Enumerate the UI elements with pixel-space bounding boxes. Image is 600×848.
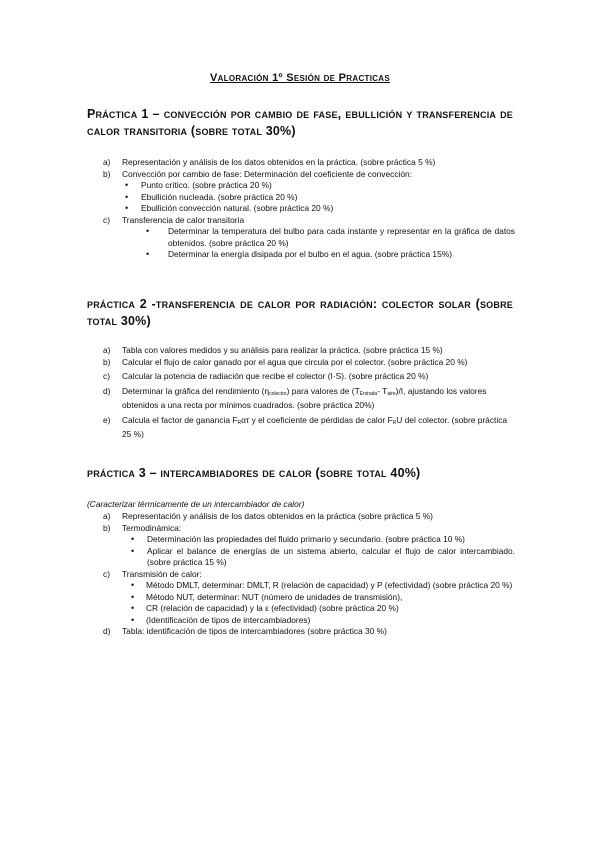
list-marker: e) xyxy=(103,414,111,425)
bullet-item: • Determinación las propiedades del fluido primario y secundario. (sobre práctica 10 %) xyxy=(119,534,515,546)
item-text: Tabla: identificación de tipos de intercambiadores (sobre práctica 30 %) xyxy=(122,626,387,636)
bullet-item: • Método NUT, determinar: NUT (número de unidades de transmisión), xyxy=(119,592,515,604)
list-item xyxy=(103,386,515,412)
list-marker: d) xyxy=(103,385,111,396)
list-item xyxy=(103,626,515,638)
item-text: Determinar la gráfica del rendimiento $(\eta_{colector})$ para valores de ($T_{Entrada}-$ $T_{aire})/I$, ajustando los valores obtenidos a una recta por mínimos cuadrados. (sobre práctica 20%) xyxy=(122,385,487,410)
list-item xyxy=(103,169,515,215)
bullet-list xyxy=(130,226,515,261)
bullet-item: • (Identificación de tipos de intercambiadores) xyxy=(119,615,515,627)
list-marker: c) xyxy=(103,568,110,579)
practica-2-heading: práctica 2 -transferencia de calor por radiación: colector solar (sobre total 30%) xyxy=(87,297,513,328)
bullet-item: • Ebullición convección natural. (sobre práctica 20 %) xyxy=(103,203,515,215)
bullet-item: • Aplicar el balance de energías de un sistema abierto, calcular el flujo de calor intercambiado. (sobre práctica 15 %) xyxy=(119,546,515,569)
item-text: Transferencia de calor transitoria xyxy=(122,214,245,225)
item-text: Calcular la potencia de radiación que recibe el colector (I·S). (sobre práctica 20 %) xyxy=(122,371,429,381)
item-text: Calcular el flujo de calor ganado por el agua que circula por el colector. (sobre práctica 20 %) xyxy=(122,356,468,367)
item-text: Transmisión de calor: xyxy=(122,568,202,579)
list-item xyxy=(103,511,515,523)
item-text: Convección por cambio de fase: Determinación del coeficiente de convección: xyxy=(122,168,413,179)
list-item xyxy=(103,357,515,369)
list-marker: a) xyxy=(103,157,111,167)
practica-1-list xyxy=(103,157,515,261)
bullet-list xyxy=(119,580,515,626)
item-text: Calcula el factor de ganancia $F_R\alpha\tau$ y el coeficiente de pérdidas de calor $F_RU$ del colector. (sobre práctica 25 %) xyxy=(122,414,508,439)
list-marker: b) xyxy=(103,356,111,367)
list-item xyxy=(103,415,515,441)
bullet-item: • Punto crítico. (sobre práctica 20 %) xyxy=(103,180,515,192)
practica-2-list xyxy=(103,345,515,441)
practica-3-caption: (Caracterizar térmicamente de un intercambiador de calor) xyxy=(87,499,305,509)
list-marker: b) xyxy=(103,522,111,533)
list-marker: c) xyxy=(103,214,110,225)
practica-3-list xyxy=(103,511,515,638)
list-item xyxy=(103,569,515,627)
list-marker: b) xyxy=(103,168,111,179)
list-marker: c) xyxy=(103,371,110,381)
list-marker: a) xyxy=(103,511,111,521)
list-item xyxy=(103,523,515,569)
bullet-item: • Ebullición nucleada. (sobre práctica 20 %) xyxy=(103,192,515,204)
item-text: Representación y análisis de los datos obtenidos en la práctica (sobre práctica 5 %) xyxy=(122,511,433,521)
document-title: Valoración 1º Sesión de Practicas xyxy=(209,72,391,84)
bullet-item: • Método DMLT, determinar: DMLT, R (relación de capacidad) y P (efectividad) (sobre práctica 20 %) xyxy=(119,580,515,592)
list-item xyxy=(103,371,515,383)
bullet-list xyxy=(119,534,515,569)
list-marker: a) xyxy=(103,345,111,355)
list-item xyxy=(103,345,515,357)
list-item xyxy=(103,215,515,261)
bullet-item: • CR (relación de capacidad) y la ε (efectividad) (sobre práctica 20 %) xyxy=(119,603,515,615)
item-text: Tabla con valores medidos y su análisis para realizar la práctica. (sobre práctica 15 %) xyxy=(122,345,443,355)
list-marker: d) xyxy=(103,626,111,636)
bullet-item: • Determinar la temperatura del bulbo para cada instante y representar en la gráfica de datos obtenidos. (sobre práctica 20 %) xyxy=(130,226,515,249)
practica-1-heading: Práctica 1 – convección por cambio de fase, ebullición y transferencia de calor transitoria (sobre total 30%) xyxy=(87,107,513,138)
item-text: Termodinámica: xyxy=(122,522,182,533)
item-text: Representación y análisis de los datos obtenidos en la práctica. (sobre práctica 5 %) xyxy=(122,157,436,167)
list-item xyxy=(103,157,515,169)
bullet-list xyxy=(103,180,515,215)
bullet-item: • Determinar la energía disipada por el bulbo en el agua. (sobre práctica 15%) xyxy=(130,249,515,261)
practica-3-heading: práctica 3 – intercambiadores de calor (sobre total 40%) xyxy=(87,466,421,480)
